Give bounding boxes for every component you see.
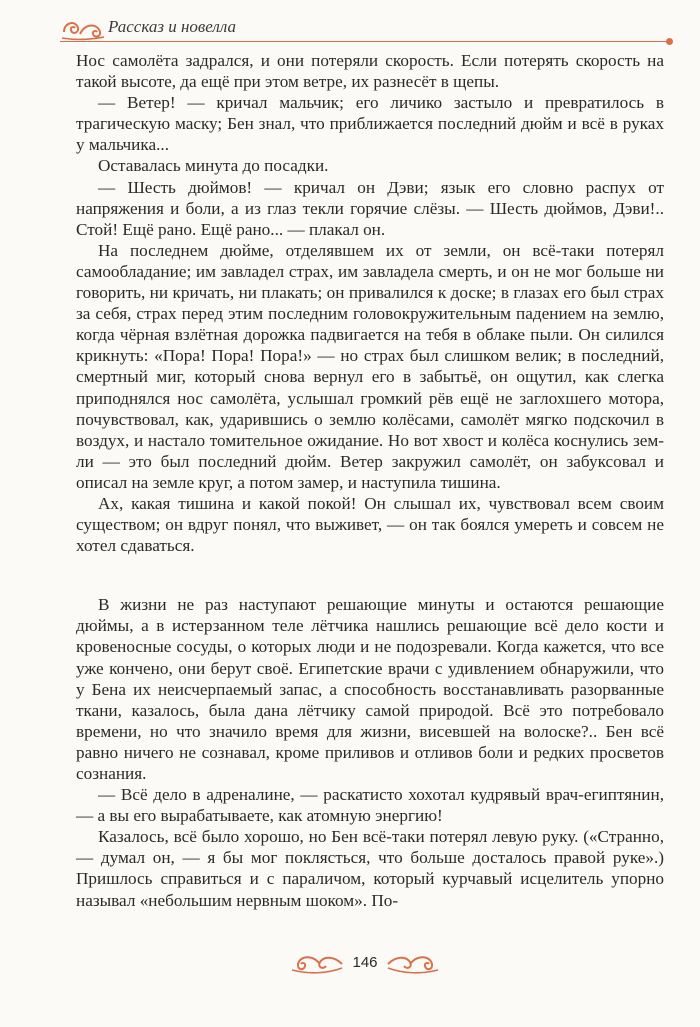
paragraph: На последнем дюйме, отделявшем их от земли, он всё-таки потерял самообладание; им завладел страх, им завладела смерть, и он не мог больше ни говорить, ни кричать, ни плакать; он привалился к доске; в глазах его был страх за себя, страх перед этим последним головокружительным падением на землю, когда чёрная взлётная дорожка падвигается на тебя в облаке пыли. Он силился крикнуть: «Пора! Пора! Пора!» — но страх был слишком велик; в последний, смертный миг, который снова вернул его в забытьё, он ощутил, как слегка приподнялся нос самолёта, услышал громкий рёв ещё не заглохшего мотора, почувствовал, как, ударившись о землю колёсами, самолёт мягко подскочил в воздух, и настало томительное ожидание. Но вот хвост и колёса коснулись земли — это был последний дюйм. Ветер закружил самолёт, он забуксовал и описал на земле круг, а потом замер, и наступила тишина.	[76, 240, 664, 492]
paragraph: — Всё дело в адреналине, — раскатисто хохотал кудрявый врач-египтянин, — а вы его вырабатываете, как атомную энергию!	[76, 785, 664, 826]
paragraph: В жизни не раз наступают решающие минуты и остаются решающие дюймы, а в истерзанном теле лётчика нашлись решающие всё дело кости и кровеносные сосуды, о которых люди и не подозревали. Когда кажется, что все уже кончено, они берут своё. Египетские врачи с удивлением обнаружили, что у Бена их неисчерпаемый запас, а способность восстанавливать разорванные ткани, казалось, была дана лётчику самой природой. Всё это потребовало времени, но что значило время для жизни, висевшей на волоске?.. Бен всё равно ничего не сознавал, кроме приливов и отливов боли и редких просветов сознания.	[76, 595, 664, 783]
paragraph: Ах, какая тишина и какой покой! Он слышал их, чувствовал всем своим существом; он вдруг понял, что выживет, — он так боялся умереть и совсем не хотел сдаваться.	[76, 493, 664, 556]
right-scroll-ornament-icon	[386, 952, 440, 976]
paragraph: Казалось, всё было хорошо, но Бен всё-таки потерял левую руку. («Странно, — думал он, — я бы мог поклясться, что больше досталось правой руке».) Пришлось справиться и с параличом, который курчавый исцелитель упорно называл «небольшим нервным шоком». По-	[76, 827, 664, 910]
page-number: 146	[352, 954, 378, 971]
running-header	[60, 10, 670, 46]
header-rule-dot	[666, 38, 673, 45]
running-title: Рассказ и новелла	[108, 17, 236, 36]
page-footer	[290, 950, 440, 980]
paragraph: Оставалась минута до посадки.	[98, 156, 329, 176]
paragraph: — Ветер! — кричал мальчик; его личико застыло и превратилось в трагическую маску; Бен знал, что приближается последний дюйм и всё в руках у мальчика...	[76, 93, 664, 155]
scroll-ornament-icon	[60, 16, 104, 42]
left-scroll-ornament-icon	[290, 952, 344, 976]
paragraph: — Шесть дюймов! — кричал он Дэви; язык его словно распух от напряжения и боли, а из глаз текли горячие слёзы. — Шесть дюймов, Дэви!.. Стой! Ещё рано. Ещё рано... — плакал он.	[76, 177, 664, 239]
header-rule	[60, 41, 670, 42]
body-text	[76, 50, 664, 911]
section-break	[76, 556, 664, 594]
paragraph: Нос самолёта задрался, и они потеряли скорость. Если потерять скорость на такой высоте, да ещё при этом ветре, их разнесёт в щепы.	[76, 51, 664, 92]
